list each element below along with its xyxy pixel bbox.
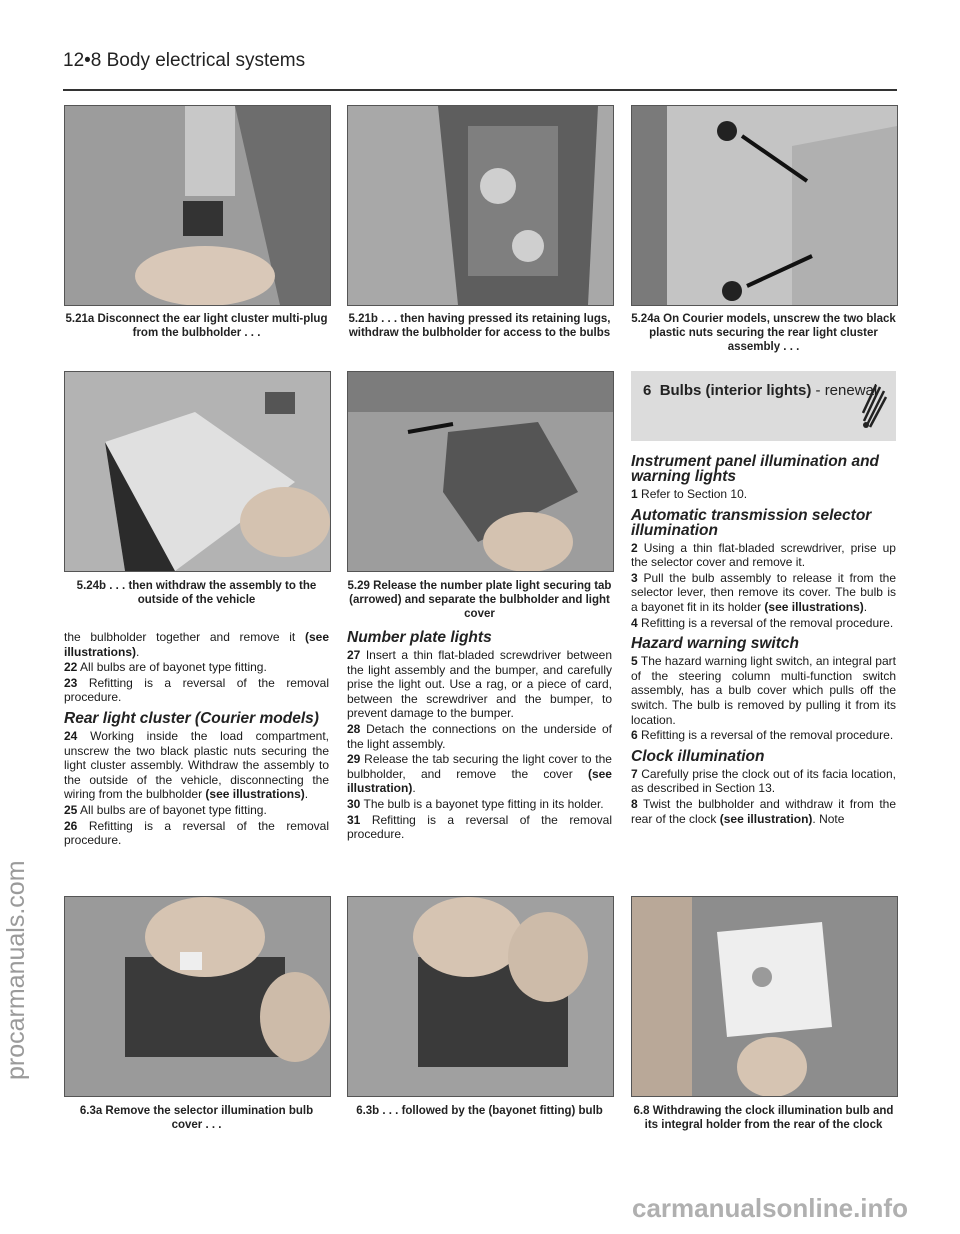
heading-hazard-warning: Hazard warning switch bbox=[631, 635, 799, 653]
para-22: 22 All bulbs are of bayonet type fitting. bbox=[64, 660, 267, 675]
page-header: 12•8 Body electrical systems bbox=[63, 50, 306, 71]
photo-5-24a-illustration bbox=[632, 106, 897, 305]
section-title-suffix: - renewal bbox=[811, 382, 878, 399]
para-26: 26 Refitting is a reversal of the removal procedure. bbox=[64, 818, 329, 848]
para-24: 24 Working inside the load compartment, unscrew the two black plastic nuts securing the light cluster assembly. Withdraw the assembly to the outside of the vehicle, disconnecting the wiring from the bulbholder (see illustrations). bbox=[64, 728, 329, 802]
heading-number-plate-lights: Number plate lights bbox=[347, 629, 492, 646]
para-29: 29 Release the tab securing the light cover to the bulbholder, and remove the cover (see illustration). bbox=[347, 752, 612, 796]
photo-6-3a-illustration bbox=[65, 897, 330, 1096]
photo-5-24b bbox=[64, 371, 331, 572]
heading-clock-illumination: Clock illumination bbox=[631, 747, 765, 765]
heading-instrument-panel: Instrument panel illumination and warning lights bbox=[631, 453, 880, 485]
caption-5-24b: 5.24b . . . then withdraw the assembly to the outside of the vehicle bbox=[76, 580, 317, 606]
photo-6-8-illustration bbox=[632, 897, 897, 1096]
watermark-bottom: carmanualsonline.info bbox=[632, 1193, 908, 1223]
para-30: 30 The bulb is a bayonet type fitting in its holder. bbox=[347, 796, 604, 811]
section-6-header bbox=[631, 371, 896, 441]
photo-6-3b bbox=[347, 896, 614, 1097]
difficulty-spanner-icon bbox=[862, 381, 888, 431]
photo-6-8 bbox=[631, 896, 898, 1097]
heading-automatic-transmission: Automatic transmission selector illumination bbox=[631, 506, 872, 539]
caption-5-29: 5.29 Release the number plate light securing tab (arrowed) and separate the bulbholder and light cover bbox=[347, 580, 612, 620]
section-title-text: Bulbs (interior lights) bbox=[659, 382, 812, 399]
para-7: 7 Carefully prise the clock out of its facia location, as described in Section 13. bbox=[631, 766, 896, 796]
text-column-1 bbox=[64, 630, 329, 849]
caption-5-24a: 5.24a On Courier models, unscrew the two black plastic nuts securing the rear light cluster assembly . . . bbox=[631, 313, 896, 353]
heading-rear-light-cluster: Rear light cluster (Courier models) bbox=[64, 709, 319, 727]
section-title bbox=[643, 383, 877, 399]
para-4: 4 Refitting is a reversal of the removal procedure. bbox=[631, 615, 894, 630]
text-column-3 bbox=[631, 450, 896, 827]
para-3: 3 Pull the bulb assembly to release it from the selector lever, then remove its cover. The bulb is a bayonet fit in its holder (see illustrations). bbox=[631, 570, 897, 614]
para-31: 31 Refitting is a reversal of the removal procedure. bbox=[347, 812, 612, 842]
photo-6-3a bbox=[64, 896, 331, 1097]
para-1: 1 Refer to Section 10. bbox=[631, 487, 748, 501]
photo-5-29-illustration bbox=[348, 372, 613, 571]
para-8: 8 Twist the bulbholder and withdraw it from the rear of the clock (see illustration). Note bbox=[631, 796, 896, 826]
photo-5-24a bbox=[631, 105, 898, 306]
caption-5-21a: 5.21a Disconnect the ear light cluster multi-plug from the bulbholder . . . bbox=[65, 313, 328, 339]
photo-5-21b-illustration bbox=[348, 106, 613, 305]
caption-5-21b: 5.21b . . . then having pressed its retaining lugs, withdraw the bulbholder for access to the bulbs bbox=[348, 313, 611, 339]
photo-5-21a-illustration bbox=[65, 106, 330, 305]
photo-5-21b bbox=[347, 105, 614, 306]
section-number: 6 bbox=[643, 382, 652, 399]
para-continuation: the bulbholder together and remove it (see illustrations). bbox=[64, 630, 329, 659]
header-rule bbox=[63, 89, 897, 91]
para-23: 23 Refitting is a reversal of the removal procedure. bbox=[64, 675, 329, 705]
para-25: 25 All bulbs are of bayonet type fitting. bbox=[64, 802, 267, 817]
photo-5-21a bbox=[64, 105, 331, 306]
text-column-2 bbox=[347, 625, 612, 843]
watermark-side: procarmanuals.com bbox=[2, 860, 30, 1080]
caption-6-3a: 6.3a Remove the selector illumination bulb cover . . . bbox=[79, 1105, 314, 1131]
photo-5-24b-illustration bbox=[65, 372, 330, 571]
para-27: 27 Insert a thin flat-bladed screwdriver between the light assembly and the bumper, and carefully prise the light out. Use a rag, or a piece of card, between the screwdriver and the bumper, to prevent damage to the bumper. bbox=[347, 648, 612, 721]
para-28: 28 Detach the connections on the underside of the light assembly. bbox=[347, 721, 612, 751]
para-2: 2 Using a thin flat-bladed screwdriver, prise up the selector cover and remove it. bbox=[631, 540, 896, 570]
caption-6-3b: 6.3b . . . followed by the (bayonet fitting) bulb bbox=[356, 1105, 603, 1117]
photo-6-3b-illustration bbox=[348, 897, 613, 1096]
photo-5-29 bbox=[347, 371, 614, 572]
caption-6-8: 6.8 Withdrawing the clock illumination bulb and its integral holder from the rear of the clock bbox=[633, 1105, 894, 1131]
para-5: 5 The hazard warning light switch, an integral part of the steering column multi-function switch assembly, has a bulb cover which pulls off the switch. The bulb is removed by pulling it from its location. bbox=[631, 654, 896, 727]
para-6: 6 Refitting is a reversal of the removal procedure. bbox=[631, 728, 894, 743]
